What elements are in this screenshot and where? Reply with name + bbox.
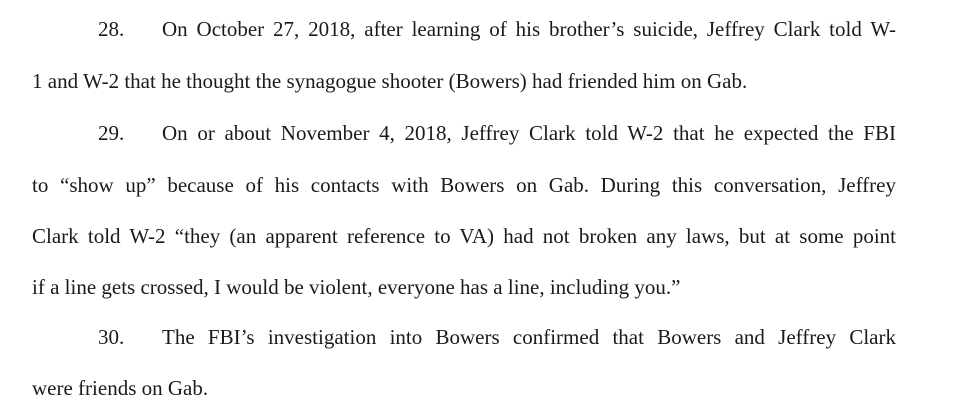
paragraph-number: 28. [98,17,125,41]
paragraph-number: 29. [98,121,125,145]
paragraph-line: The FBI’s investigation into Bowers confirmed that Bowers and Jeffrey Clark [162,325,896,349]
paragraph-line: were friends on Gab. [32,376,209,400]
paragraph-line: 1 and W-2 that he thought the synagogue shooter (Bowers) had friended him on Gab. [32,69,748,93]
paragraph-line: to “show up” because of his contacts with Bowers on Gab. During this conversation, Jeffrey [32,173,896,197]
paragraph-line: On October 27, 2018, after learning of his brother’s suicide, Jeffrey Clark told W- [162,17,896,41]
paragraph-line: On or about November 4, 2018, Jeffrey Clark told W-2 that he expected the FBI [162,121,896,145]
paragraph-line: Clark told W-2 “they (an apparent reference to VA) had not broken any laws, but at some point [32,224,896,248]
paragraph-line: if a line gets crossed, I would be violent, everyone has a line, including you.” [32,275,681,299]
paragraph-number: 30. [98,325,125,349]
